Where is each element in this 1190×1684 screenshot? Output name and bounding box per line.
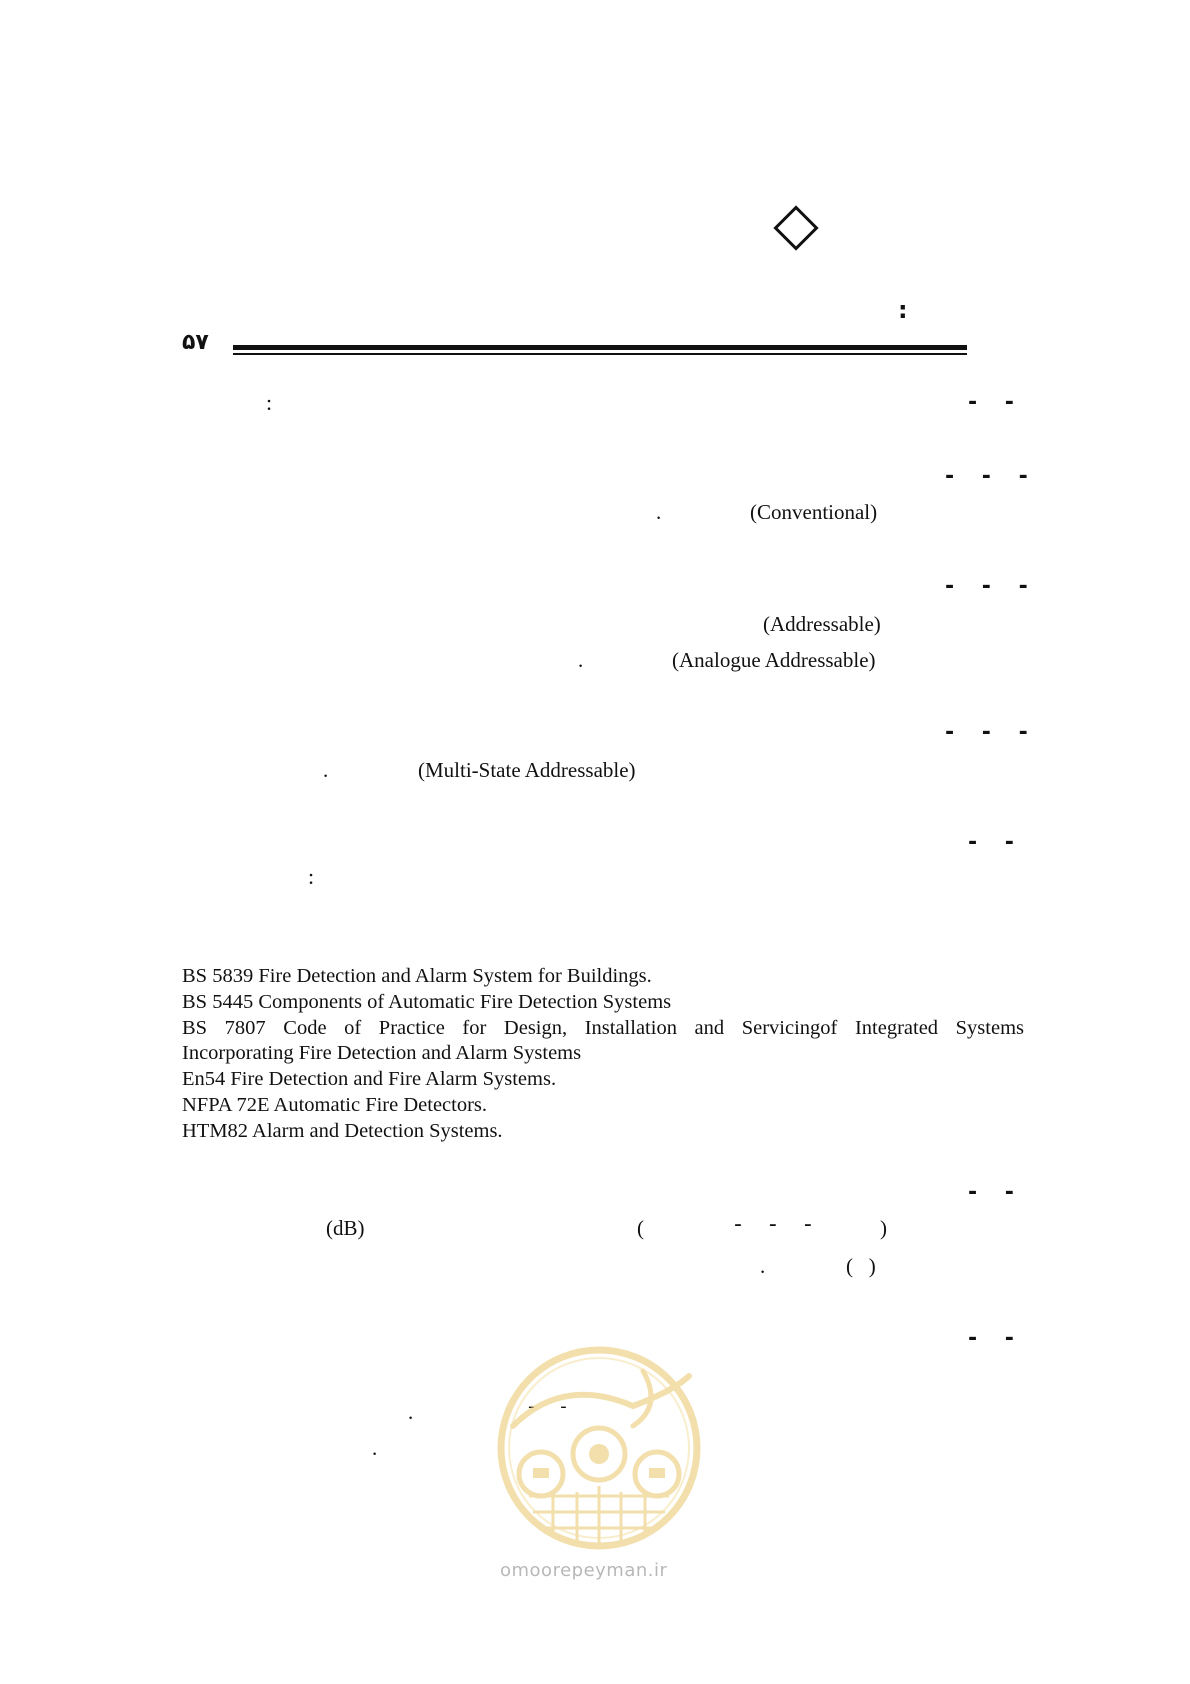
sentence-period: . xyxy=(760,1254,766,1278)
inline-marker: - - xyxy=(528,1396,577,1417)
sentence-period: . xyxy=(323,758,329,782)
section-marker: - - - xyxy=(945,574,1038,599)
section-colon: : xyxy=(308,864,315,889)
sentence-period: . xyxy=(656,500,662,524)
reference-list xyxy=(182,964,1024,1145)
term-multi-state-addressable: (Multi-State Addressable) xyxy=(418,758,636,782)
term-conventional: (Conventional) xyxy=(750,500,878,524)
reference-item: BS 7807 Code of Practice for Design, Installation and Servicingof Integrated Systems xyxy=(182,1016,1024,1039)
sentence-period: . xyxy=(408,1400,414,1424)
header-rule-thick xyxy=(233,345,967,350)
section-marker: - - - xyxy=(945,464,1038,489)
reference-item: BS 5839 Fire Detection and Alarm System for Buildings. xyxy=(182,965,652,987)
reference-item: En54 Fire Detection and Fire Alarm Systems. xyxy=(182,1068,557,1091)
section-colon: : xyxy=(266,390,273,415)
page-number: ۵۷ xyxy=(182,330,209,355)
paren-open: ) xyxy=(880,1216,887,1240)
term-decibel: (dB) xyxy=(326,1216,365,1240)
reference-item: Incorporating Fire Detection and Alarm Systems xyxy=(182,1042,582,1065)
paren-close: ( xyxy=(637,1216,644,1240)
section-marker: - - xyxy=(968,390,1024,415)
section-marker: - - - xyxy=(945,720,1038,745)
term-analogue-addressable: (Analogue Addressable) xyxy=(672,648,876,672)
reference-item: NFPA 72E Automatic Fire Detectors. xyxy=(182,1093,488,1116)
term-addressable: (Addressable) xyxy=(763,612,881,636)
section-marker: - - xyxy=(968,1326,1024,1351)
section-marker: - - xyxy=(968,1180,1024,1205)
diamond-icon xyxy=(773,205,818,250)
reference-item: HTM82 Alarm and Detection Systems. xyxy=(182,1119,503,1142)
reference-item: BS 5445 Components of Automatic Fire Detection Systems xyxy=(182,990,672,1013)
sentence-period: . xyxy=(578,648,584,672)
watermark-logo xyxy=(493,1336,705,1596)
paren-pair: ( ) xyxy=(846,1254,876,1278)
header-colon: : xyxy=(898,296,908,324)
header-rule-thin xyxy=(233,353,967,355)
section-marker: - - xyxy=(968,830,1024,855)
inline-marker: - - - xyxy=(734,1212,822,1237)
watermark-url: omoorepeyman.ir xyxy=(500,1560,668,1581)
sentence-period: . xyxy=(372,1436,378,1460)
